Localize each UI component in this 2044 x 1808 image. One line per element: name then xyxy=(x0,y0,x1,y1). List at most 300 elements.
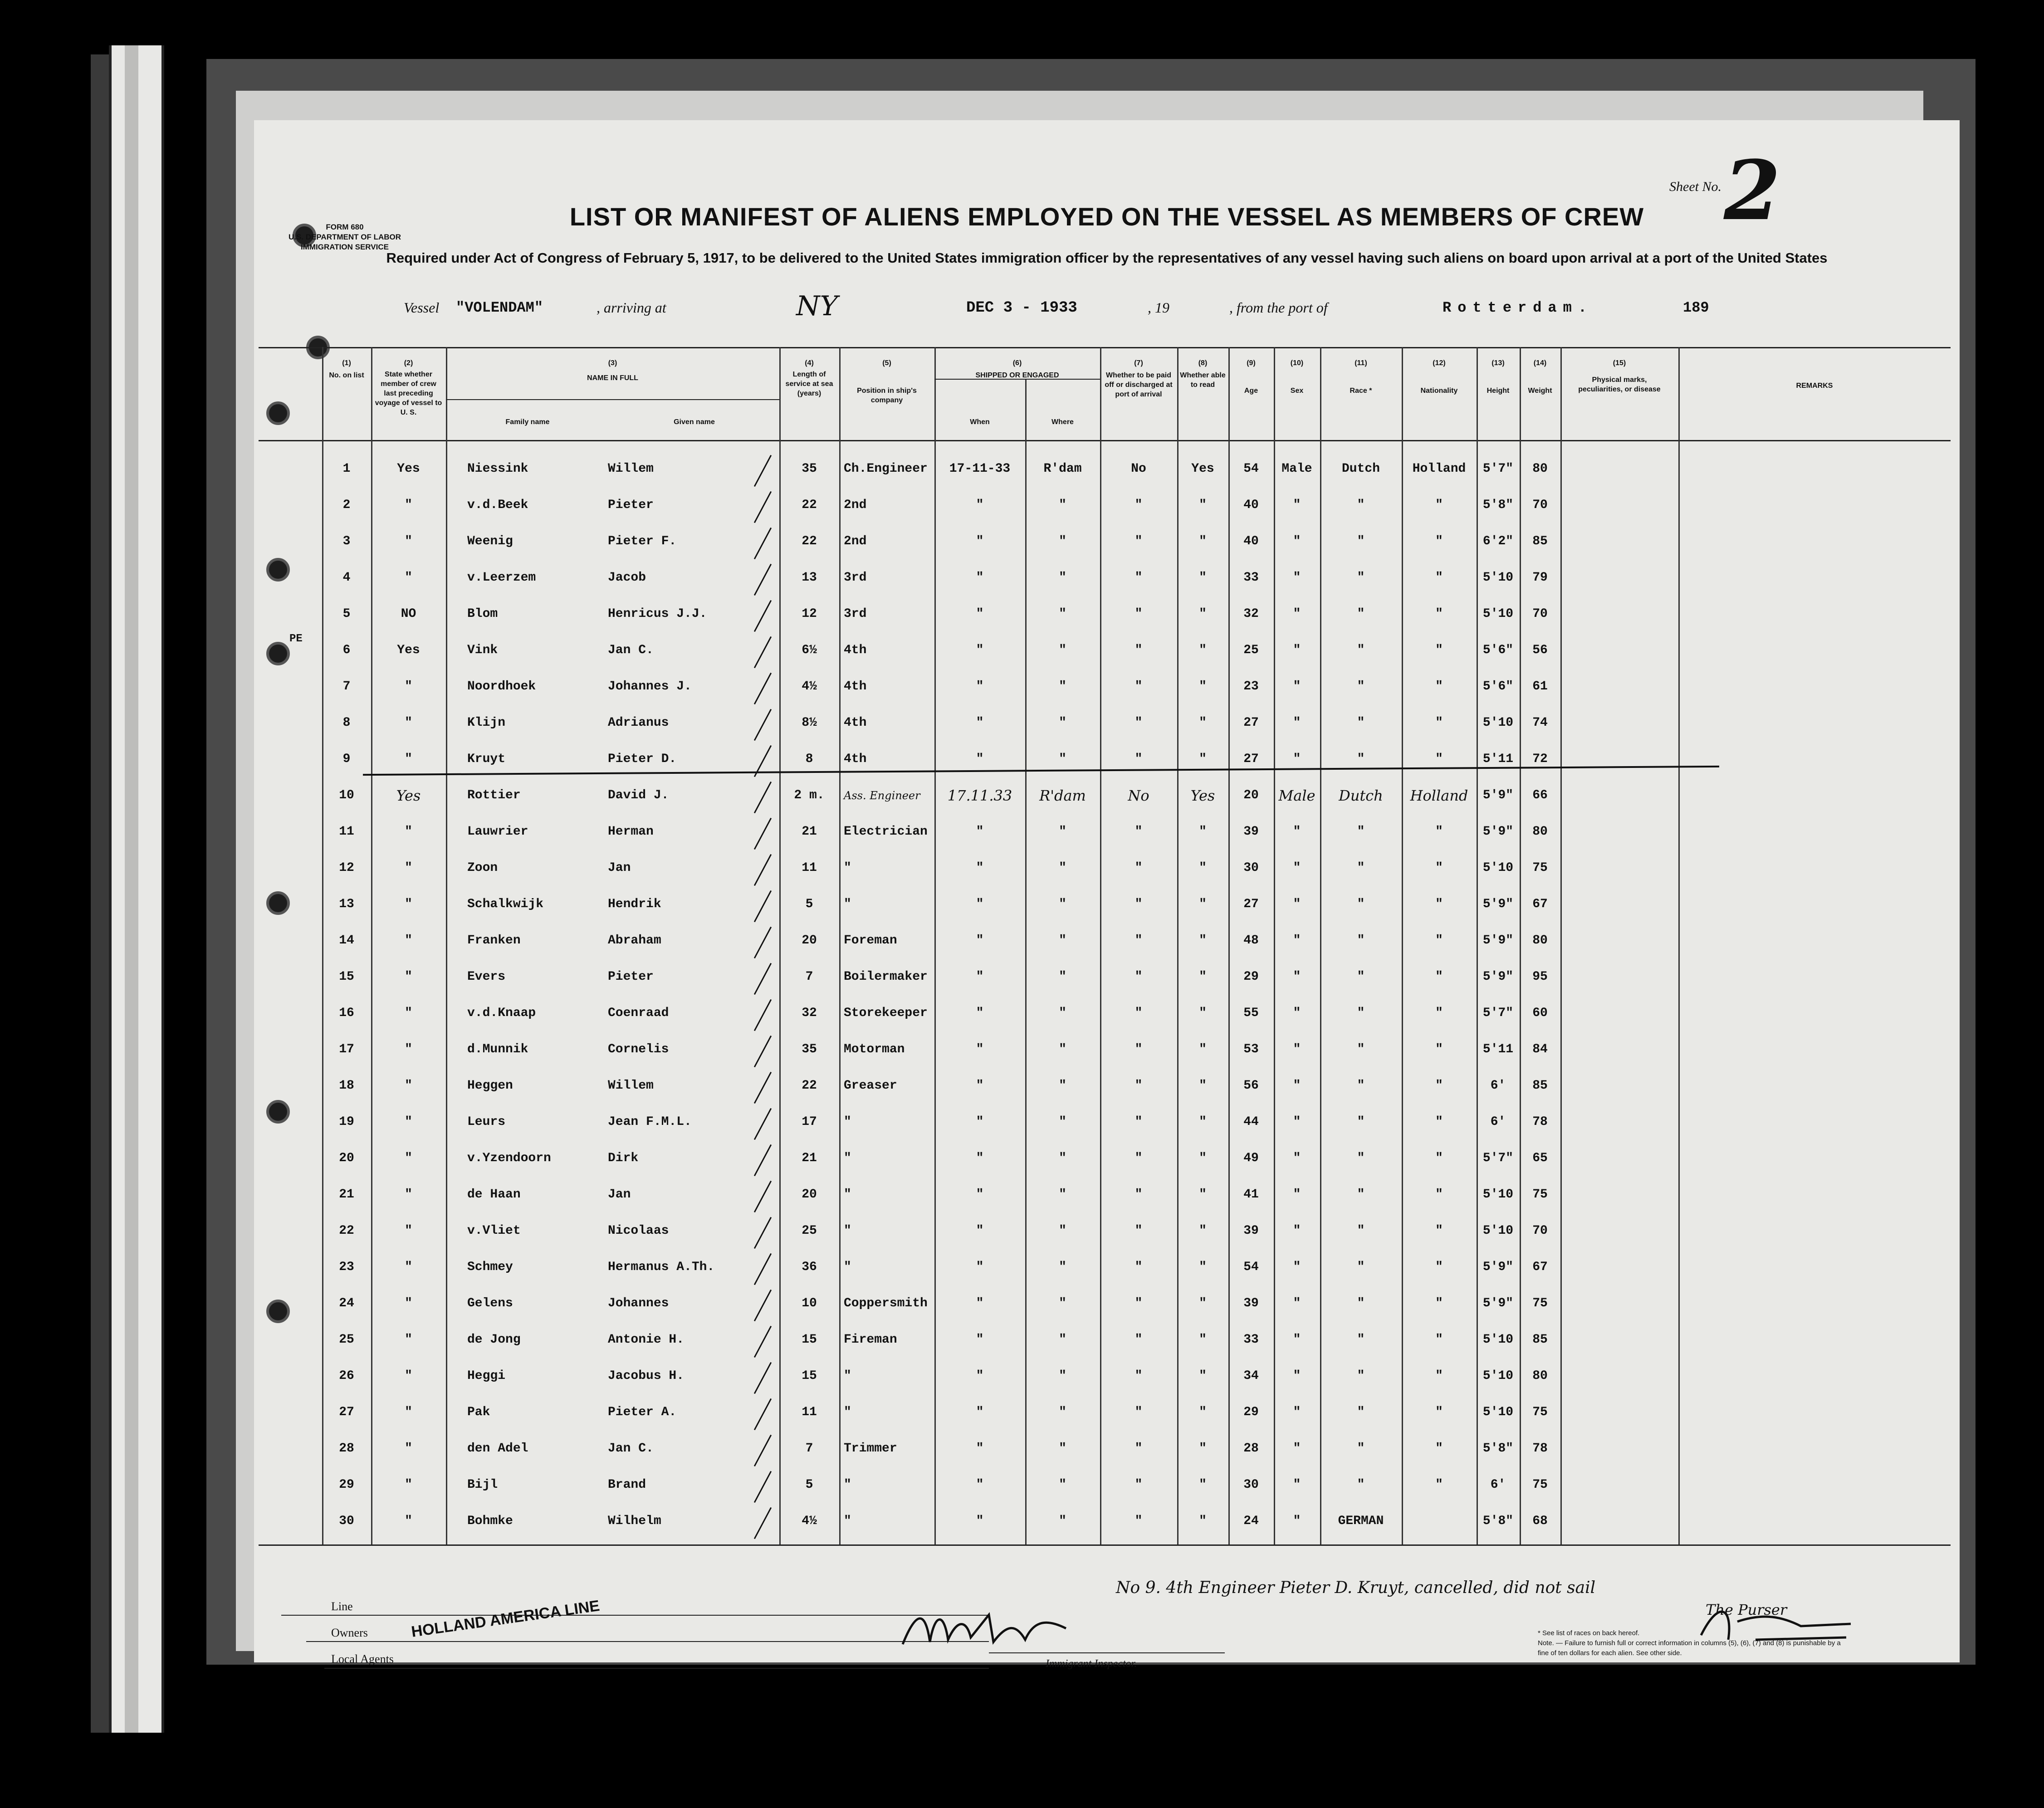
cell-when: " xyxy=(976,1115,984,1129)
cell-nationality: " xyxy=(1435,752,1443,766)
cell-where: R'dam xyxy=(1043,462,1082,476)
cell-weight: 85 xyxy=(1532,1333,1548,1347)
cell-where: " xyxy=(1059,1151,1066,1165)
cell-weight: 80 xyxy=(1532,1369,1548,1383)
cell-service: 20 xyxy=(802,1187,817,1202)
cell-read: " xyxy=(1199,752,1207,766)
cell-when: " xyxy=(976,1006,984,1020)
cell-family: d.Munnik xyxy=(467,1042,528,1056)
cell-paid: " xyxy=(1134,716,1143,730)
arriving-label: , arriving at xyxy=(597,299,666,316)
cell-given: Jacob xyxy=(608,571,646,585)
cell-family: v.d.Beek xyxy=(467,498,528,512)
cell-weight: 75 xyxy=(1532,1405,1548,1419)
cell-paid: " xyxy=(1134,643,1143,657)
cell-nationality xyxy=(1402,1510,1477,1533)
table-row xyxy=(254,887,1960,923)
cell-no: 23 xyxy=(339,1260,354,1274)
cell-weight: 72 xyxy=(1532,752,1548,766)
page-number: 189 xyxy=(1683,299,1709,316)
cell-nationality: Holland xyxy=(1410,787,1468,804)
col-family-header: Family name xyxy=(505,418,550,426)
department-name: U.S. DEPARTMENT OF LABOR xyxy=(288,233,401,241)
cell-paid: " xyxy=(1134,752,1143,766)
cell-given: David J. xyxy=(608,788,669,802)
cell-age: 27 xyxy=(1243,716,1259,730)
cell-age: 53 xyxy=(1243,1042,1259,1056)
cell-paid: No xyxy=(1131,462,1146,476)
cell-position: 4th xyxy=(844,752,867,766)
cell-when: " xyxy=(976,1187,984,1202)
cell-where: " xyxy=(1059,643,1066,657)
cell-nationality: " xyxy=(1435,1115,1443,1129)
cell-where: " xyxy=(1059,1369,1066,1383)
cell-paid: " xyxy=(1134,933,1143,948)
cell-sex: " xyxy=(1293,825,1301,839)
cell-member: " xyxy=(405,897,412,911)
cell-paid: " xyxy=(1134,534,1143,548)
table-row xyxy=(254,1395,1960,1431)
cell-sex: Male xyxy=(1281,462,1312,476)
cell-no: 16 xyxy=(339,1006,354,1020)
cell-no: 25 xyxy=(339,1333,354,1347)
table-row xyxy=(254,1358,1960,1395)
cell-when: " xyxy=(976,534,984,548)
cell-given: Dirk xyxy=(608,1151,639,1165)
cell-position: " xyxy=(844,1260,851,1274)
cell-member: " xyxy=(405,1079,412,1093)
cancellation-note: No 9. 4th Engineer Pieter D. Kruyt, cancelled, did not sail xyxy=(1116,1578,1596,1597)
cell-sex: " xyxy=(1293,1514,1301,1528)
cell-family: v.Leerzem xyxy=(467,571,536,585)
cell-read: " xyxy=(1199,897,1207,911)
cell-race: " xyxy=(1357,1296,1365,1310)
col-marks-header: (15) Physical marks, peculiarities, or disease xyxy=(1578,359,1661,393)
fine-print xyxy=(1538,1628,1842,1658)
cell-no: 2 xyxy=(342,498,351,512)
cell-family: Niessink xyxy=(467,462,528,476)
cell-paid: " xyxy=(1134,571,1143,585)
cell-service: 5 xyxy=(805,1478,813,1492)
cell-service: 17 xyxy=(802,1115,817,1129)
cell-height: 5'10 xyxy=(1482,716,1514,730)
cell-race: " xyxy=(1357,1224,1365,1238)
cell-height: 5'7" xyxy=(1482,1151,1514,1165)
cell-sex: " xyxy=(1293,752,1301,766)
cell-weight: 70 xyxy=(1532,498,1548,512)
cell-read: " xyxy=(1199,498,1207,512)
margin-annotation: PE xyxy=(289,633,303,645)
cell-where: " xyxy=(1059,1224,1066,1238)
cell-member: " xyxy=(405,716,412,730)
cell-sex: " xyxy=(1293,643,1301,657)
cell-position: 3rd xyxy=(844,607,867,621)
cell-read: " xyxy=(1199,861,1207,875)
cell-no: 30 xyxy=(339,1514,354,1528)
agents-rule xyxy=(324,1668,989,1669)
table-row xyxy=(254,633,1960,669)
cell-where: " xyxy=(1059,897,1066,911)
cell-position: Boilermaker xyxy=(844,970,928,984)
cell-no: 1 xyxy=(342,462,351,476)
cell-given: Brand xyxy=(608,1478,646,1492)
cell-when: " xyxy=(976,1151,984,1165)
cell-nationality: " xyxy=(1435,534,1443,548)
cell-height: 5'10 xyxy=(1482,607,1514,621)
cell-no: 21 xyxy=(339,1187,354,1202)
cell-position: " xyxy=(844,1187,851,1202)
cell-sex: " xyxy=(1293,970,1301,984)
cell-height: 6' xyxy=(1490,1079,1506,1093)
cell-where: " xyxy=(1059,1333,1066,1347)
col-shipped-header: (6) SHIPPED OR ENGAGED xyxy=(975,359,1059,379)
cell-age: 54 xyxy=(1243,462,1259,476)
cell-where: R'dam xyxy=(1039,787,1086,804)
cell-nationality: " xyxy=(1435,861,1443,875)
cell-nationality: " xyxy=(1435,1260,1443,1274)
cell-position: 3rd xyxy=(844,571,867,585)
cell-family: Lauwrier xyxy=(467,825,528,839)
cell-age: 24 xyxy=(1243,1514,1259,1528)
cell-age: 30 xyxy=(1243,1478,1259,1492)
cell-weight: 61 xyxy=(1532,679,1548,694)
cell-family: Kruyt xyxy=(467,752,506,766)
table-row xyxy=(254,1032,1960,1068)
cell-member: " xyxy=(405,1442,412,1456)
cell-member: " xyxy=(405,534,412,548)
cell-nationality: " xyxy=(1435,970,1443,984)
cell-nationality: " xyxy=(1435,897,1443,911)
cell-age: 40 xyxy=(1243,534,1259,548)
cell-age: 27 xyxy=(1243,752,1259,766)
cell-position: Foreman xyxy=(844,933,897,948)
cell-service: 13 xyxy=(802,571,817,585)
table-row xyxy=(254,560,1960,596)
cell-given: Jan xyxy=(608,861,631,875)
cell-member: " xyxy=(405,679,412,694)
cell-given: Hermanus A.Th. xyxy=(608,1260,715,1274)
cell-nationality: " xyxy=(1435,1224,1443,1238)
table-row xyxy=(254,1250,1960,1286)
cell-paid: " xyxy=(1134,607,1143,621)
cell-height: 5'8" xyxy=(1482,1514,1514,1528)
cell-race: " xyxy=(1357,1478,1365,1492)
table-row xyxy=(254,1504,1960,1540)
cell-weight: 80 xyxy=(1532,933,1548,948)
cell-height: 5'10 xyxy=(1482,861,1514,875)
cell-given: Jan xyxy=(608,1187,631,1202)
sheet-label: Sheet No. xyxy=(1669,179,1721,194)
cell-when: " xyxy=(976,498,984,512)
cell-age: 44 xyxy=(1243,1115,1259,1129)
cell-member: " xyxy=(405,1151,412,1165)
cell-where: " xyxy=(1059,534,1066,548)
cell-read: " xyxy=(1199,643,1207,657)
cell-position: " xyxy=(844,1151,851,1165)
cell-given: Pieter F. xyxy=(608,534,677,548)
cell-height: 6' xyxy=(1490,1115,1506,1129)
cell-age: 33 xyxy=(1243,1333,1259,1347)
cell-member: " xyxy=(405,571,412,585)
departure-port: Rotterdam. xyxy=(1443,299,1594,316)
cell-age: 49 xyxy=(1243,1151,1259,1165)
table-row xyxy=(254,850,1960,887)
cell-given: Pieter A. xyxy=(608,1405,677,1419)
cell-when: " xyxy=(976,1333,984,1347)
cell-family: Evers xyxy=(467,970,506,984)
cell-race: Dutch xyxy=(1341,462,1380,476)
table-row xyxy=(254,742,1960,778)
cell-no: 5 xyxy=(342,607,351,621)
cell-where: " xyxy=(1059,498,1066,512)
cell-member: " xyxy=(405,1405,412,1419)
cell-position: Electrician xyxy=(844,825,928,839)
cell-weight: 70 xyxy=(1532,607,1548,621)
cell-weight: 78 xyxy=(1532,1115,1548,1129)
cell-where: " xyxy=(1059,1079,1066,1093)
cell-race: " xyxy=(1357,1405,1365,1419)
binder-hole xyxy=(266,401,290,425)
cell-service: 22 xyxy=(802,534,817,548)
cell-member: Yes xyxy=(396,787,421,804)
cell-nationality: " xyxy=(1435,1296,1443,1310)
cell-read: " xyxy=(1199,1369,1207,1383)
cell-family: Schmey xyxy=(467,1260,513,1274)
agents-label: Local Agents xyxy=(331,1652,394,1666)
cell-race: " xyxy=(1357,571,1365,585)
cell-member: " xyxy=(405,1006,412,1020)
cell-family: Heggen xyxy=(467,1079,513,1093)
col-height-header: (13) Height xyxy=(1487,359,1510,395)
vessel-name: "VOLENDAM" xyxy=(456,299,543,316)
cell-height: 5'10 xyxy=(1482,1405,1514,1419)
cell-read: " xyxy=(1199,534,1207,548)
sheet-number: 2 xyxy=(1724,143,1781,239)
cell-weight: 95 xyxy=(1532,970,1548,984)
cell-nationality: " xyxy=(1435,1187,1443,1202)
col-no-header: (1) No. on list xyxy=(329,359,364,379)
col-service-header: (4) Length of service at sea (years) xyxy=(785,359,833,397)
cell-nationality: " xyxy=(1435,825,1443,839)
col-when-header: When xyxy=(970,418,990,426)
cell-height: 5'8" xyxy=(1482,498,1514,512)
cell-age: 54 xyxy=(1243,1260,1259,1274)
cell-read: " xyxy=(1199,607,1207,621)
cell-service: 8½ xyxy=(802,716,817,730)
table-row xyxy=(254,778,1960,814)
cell-race: " xyxy=(1357,1442,1365,1456)
cell-paid: " xyxy=(1134,1006,1143,1020)
cell-read: " xyxy=(1199,1478,1207,1492)
cell-no: 3 xyxy=(342,534,351,548)
cell-when: " xyxy=(976,1224,984,1238)
table-row xyxy=(254,1213,1960,1250)
cell-where: " xyxy=(1059,571,1066,585)
cell-no: 24 xyxy=(339,1296,354,1310)
cell-nationality: " xyxy=(1435,1478,1443,1492)
arriving-port: NY xyxy=(796,290,838,322)
inspector-signature xyxy=(898,1601,1071,1656)
cell-height: 5'9" xyxy=(1482,1296,1514,1310)
owners-rule xyxy=(306,1641,989,1642)
cell-sex: " xyxy=(1293,1006,1301,1020)
cell-paid: " xyxy=(1134,1333,1143,1347)
cell-sex: " xyxy=(1293,1369,1301,1383)
cell-where: " xyxy=(1059,1187,1066,1202)
cell-weight: 60 xyxy=(1532,1006,1548,1020)
cell-height: 5'7" xyxy=(1482,462,1514,476)
cell-when: 17-11-33 xyxy=(949,462,1011,476)
col-member-header: (2) State whether member of crew last preceding voyage of vessel to U. S. xyxy=(375,359,442,416)
cell-service: 5 xyxy=(805,897,813,911)
cell-race: " xyxy=(1357,607,1365,621)
col-paid-header: (7) Whether to be paid off or discharged at port of arrival xyxy=(1105,359,1173,398)
cell-service: 7 xyxy=(805,1442,813,1456)
table-row xyxy=(254,1431,1960,1467)
cell-paid: " xyxy=(1134,1514,1143,1528)
owners-label: Owners xyxy=(331,1626,368,1639)
cell-height: 5'6" xyxy=(1482,679,1514,694)
table-row xyxy=(254,996,1960,1032)
cell-race: " xyxy=(1357,1260,1365,1274)
cell-no: 19 xyxy=(339,1115,354,1129)
cell-paid: " xyxy=(1134,498,1143,512)
col-sex-header: (10) Sex xyxy=(1290,359,1304,395)
col-age-header: (9) Age xyxy=(1244,359,1258,395)
cell-given: Jacobus H. xyxy=(608,1369,685,1383)
cell-when: " xyxy=(976,825,984,839)
cell-position: " xyxy=(844,1115,851,1129)
cell-service: 21 xyxy=(802,825,817,839)
cell-sex: " xyxy=(1293,1224,1301,1238)
cell-race: " xyxy=(1357,752,1365,766)
cell-read: " xyxy=(1199,1151,1207,1165)
manifest-page xyxy=(254,120,1960,1670)
cell-sex: " xyxy=(1293,1296,1301,1310)
cell-weight: 67 xyxy=(1532,1260,1548,1274)
cell-where: " xyxy=(1059,607,1066,621)
cell-age: 39 xyxy=(1243,1224,1259,1238)
cell-sex: " xyxy=(1293,861,1301,875)
cell-read: " xyxy=(1199,970,1207,984)
cell-service: 8 xyxy=(805,752,813,766)
cell-where: " xyxy=(1059,861,1066,875)
cell-race: " xyxy=(1357,498,1365,512)
cell-when: " xyxy=(976,1042,984,1056)
cell-when: " xyxy=(976,679,984,694)
cell-nationality: " xyxy=(1435,607,1443,621)
cell-when: " xyxy=(976,1296,984,1310)
year-label: , 19 xyxy=(1148,299,1169,316)
cell-no: 18 xyxy=(339,1079,354,1093)
table-row xyxy=(254,596,1960,633)
cell-family: Schalkwijk xyxy=(467,897,544,911)
col-race-header: (11) Race * xyxy=(1350,359,1372,395)
col-name-header: (3) NAME IN FULL xyxy=(587,359,638,382)
cell-where: " xyxy=(1059,1405,1066,1419)
cell-when: " xyxy=(976,607,984,621)
cell-where: " xyxy=(1059,1296,1066,1310)
cell-race: " xyxy=(1357,534,1365,548)
cell-service: 11 xyxy=(802,861,817,875)
vessel-line xyxy=(254,290,1960,322)
cell-read: " xyxy=(1199,1260,1207,1274)
cell-family: Bijl xyxy=(467,1478,498,1492)
cell-read: " xyxy=(1199,933,1207,948)
cell-no: 7 xyxy=(342,679,351,694)
cell-when: " xyxy=(976,1405,984,1419)
cell-member: " xyxy=(405,1260,412,1274)
cell-paid: " xyxy=(1134,825,1143,839)
cell-age: 25 xyxy=(1243,643,1259,657)
cell-given: Willem xyxy=(608,1079,654,1093)
col-where-header: Where xyxy=(1051,418,1074,426)
cell-read: " xyxy=(1199,1224,1207,1238)
cell-weight: 75 xyxy=(1532,861,1548,875)
cell-race: " xyxy=(1357,970,1365,984)
cell-member: " xyxy=(405,970,412,984)
cell-height: 5'9" xyxy=(1482,897,1514,911)
cell-when: " xyxy=(976,933,984,948)
cell-sex: " xyxy=(1293,607,1301,621)
cell-age: 55 xyxy=(1243,1006,1259,1020)
cell-height: 5'9" xyxy=(1482,788,1514,802)
cell-family: Noordhoek xyxy=(467,679,536,694)
cell-read: " xyxy=(1199,1187,1207,1202)
cell-when: " xyxy=(976,1478,984,1492)
cell-position: 2nd xyxy=(844,534,867,548)
cell-height: 5'10 xyxy=(1482,571,1514,585)
cell-height: 5'9" xyxy=(1482,825,1514,839)
line-stamp: HOLLAND AMERICA LINE xyxy=(410,1597,601,1641)
cell-paid: " xyxy=(1134,1151,1143,1165)
table-row xyxy=(254,1467,1960,1504)
cell-service: 35 xyxy=(802,1042,817,1056)
cell-given: Henricus J.J. xyxy=(608,607,707,621)
cell-nationality: " xyxy=(1435,679,1443,694)
cell-position: Coppersmith xyxy=(844,1296,928,1310)
form-number: FORM 680 xyxy=(326,223,364,231)
cell-race: " xyxy=(1357,679,1365,694)
cell-when: " xyxy=(976,861,984,875)
cell-sex: " xyxy=(1293,1115,1301,1129)
cell-age: 20 xyxy=(1243,788,1259,802)
cell-given: Johannes xyxy=(608,1296,669,1310)
cell-race: " xyxy=(1357,1079,1365,1093)
table-row xyxy=(254,1177,1960,1213)
cell-sex: " xyxy=(1293,1333,1301,1347)
cell-given: Cornelis xyxy=(608,1042,669,1056)
cell-given: Jan C. xyxy=(608,1442,654,1456)
cell-height: 6'2" xyxy=(1482,534,1514,548)
cell-member: " xyxy=(405,825,412,839)
cell-nationality: " xyxy=(1435,1369,1443,1383)
cell-paid: " xyxy=(1134,679,1143,694)
cell-service: 20 xyxy=(802,933,817,948)
table-bottom-rule xyxy=(259,1544,1951,1546)
cell-position: 4th xyxy=(844,716,867,730)
cell-nationality: " xyxy=(1435,1405,1443,1419)
cell-race: " xyxy=(1357,716,1365,730)
cell-service: 4½ xyxy=(802,1514,817,1528)
cell-where: " xyxy=(1059,1042,1066,1056)
cell-race: Dutch xyxy=(1339,787,1383,804)
cell-service: 6½ xyxy=(802,643,817,657)
cell-when: " xyxy=(976,716,984,730)
cell-given: Coenraad xyxy=(608,1006,669,1020)
cell-paid: " xyxy=(1134,1369,1143,1383)
cell-where: " xyxy=(1059,1115,1066,1129)
